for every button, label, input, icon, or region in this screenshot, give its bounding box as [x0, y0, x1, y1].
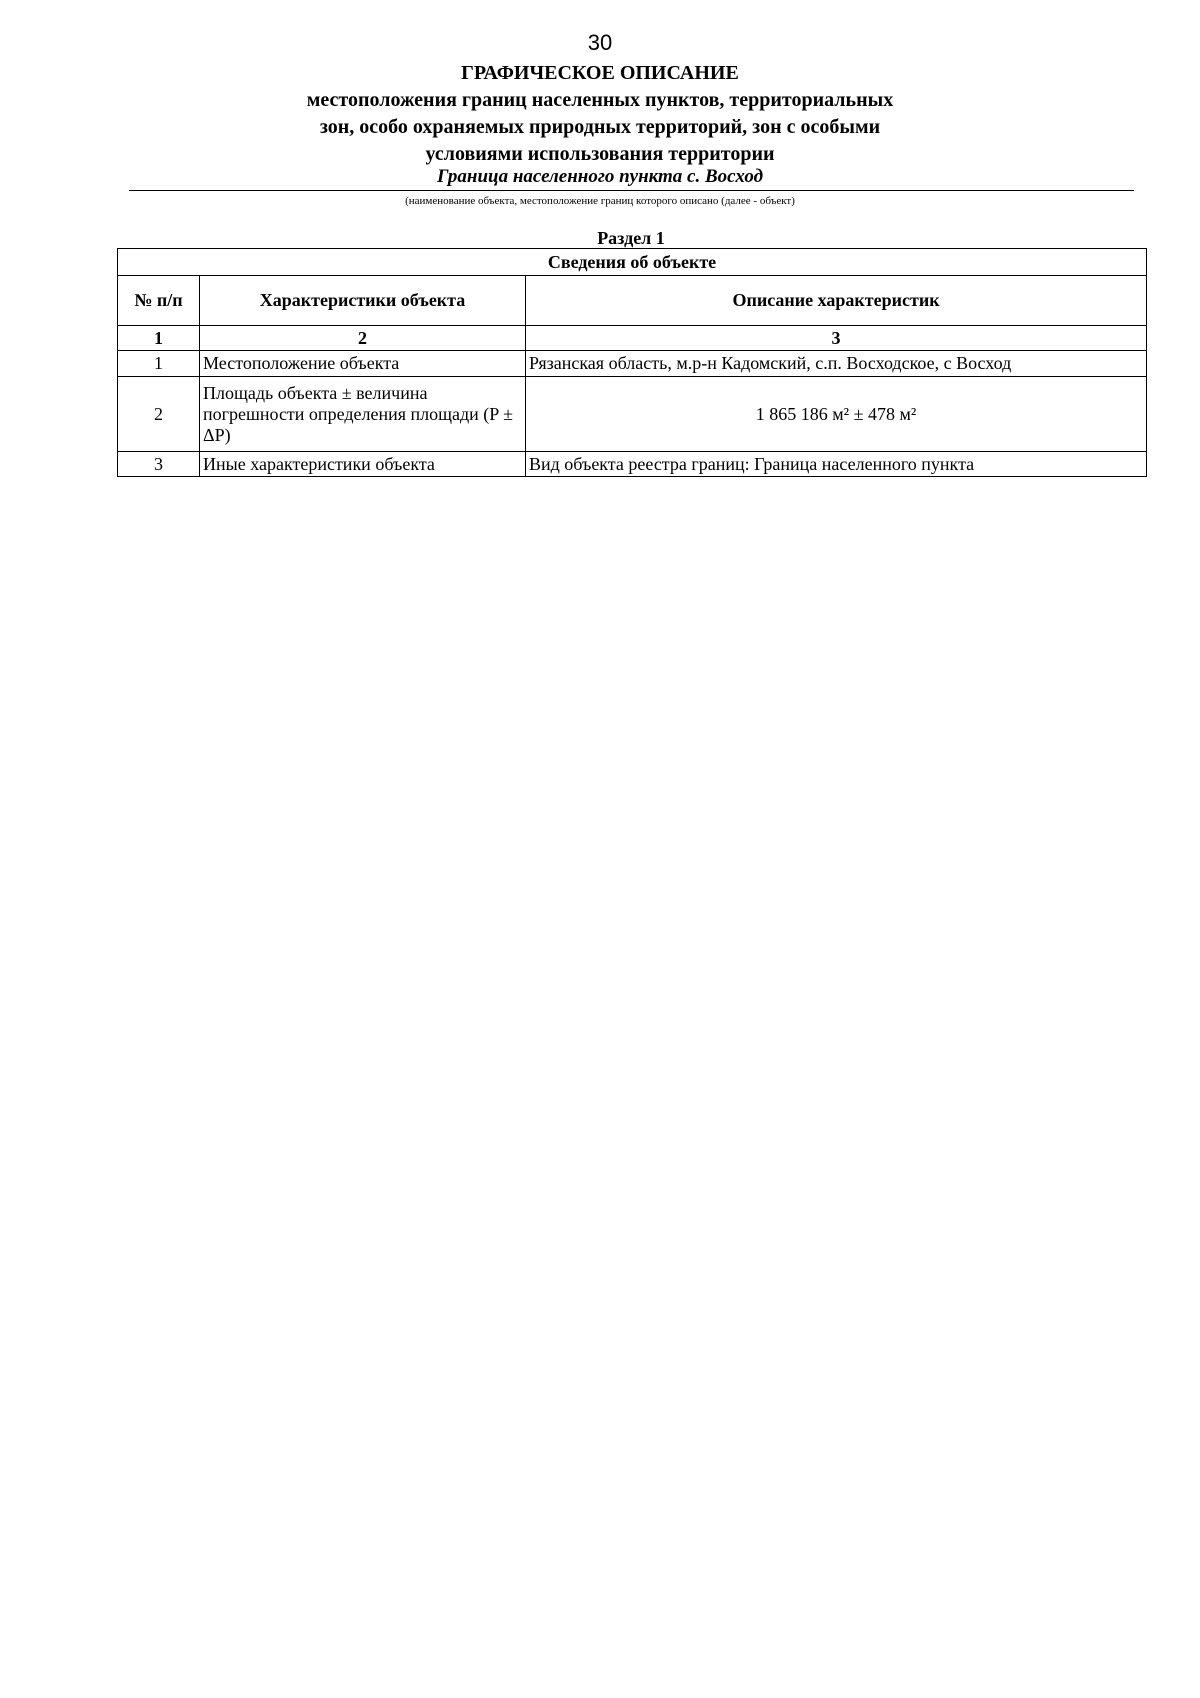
row-description: Рязанская область, м.р-н Кадомский, с.п. Восходское, с Восход	[526, 351, 1147, 377]
row-characteristic: Местоположение объекта	[200, 351, 526, 377]
row-description: 1 865 186 м² ± 478 м²	[526, 377, 1147, 452]
object-name-caption: (наименование объекта, местоположение границ которого описано (далее - объект)	[405, 195, 795, 207]
column-header-number: № п/п	[118, 276, 200, 326]
heading-line: условиями использования территории	[425, 143, 775, 165]
page-number: 30	[587, 30, 613, 55]
heading-line: местоположения границ населенных пунктов, территориальных	[306, 89, 894, 111]
table-row	[118, 377, 1147, 452]
column-index-row	[118, 326, 1147, 351]
object-name: Граница населенного пункта с. Восход	[436, 166, 764, 187]
row-description: Вид объекта реестра границ: Граница населенного пункта	[526, 452, 1147, 477]
table-row	[118, 452, 1147, 477]
object-info-table	[117, 248, 1147, 477]
column-index: 2	[200, 326, 526, 351]
section-label: Раздел 1	[597, 228, 665, 248]
column-header-characteristic: Характеристики объекта	[200, 276, 526, 326]
row-number: 2	[118, 377, 200, 452]
table-header-row	[118, 276, 1147, 326]
heading-line: зон, особо охраняемых природных территорий, зон с особыми	[319, 116, 881, 138]
column-index: 3	[526, 326, 1147, 351]
column-header-description: Описание характеристик	[526, 276, 1147, 326]
table-row	[118, 351, 1147, 377]
table-title-row	[118, 249, 1147, 276]
row-characteristic: Иные характеристики объекта	[200, 452, 526, 477]
row-number: 1	[118, 351, 200, 377]
heading-line: ГРАФИЧЕСКОЕ ОПИСАНИЕ	[461, 62, 739, 84]
document-heading	[0, 60, 1200, 168]
row-number: 3	[118, 452, 200, 477]
row-characteristic: Площадь объекта ± величина погрешности определения площади (P ± ΔP)	[200, 377, 526, 452]
table-title: Сведения об объекте	[118, 249, 1147, 276]
object-name-underline	[129, 190, 1134, 191]
column-index: 1	[118, 326, 200, 351]
